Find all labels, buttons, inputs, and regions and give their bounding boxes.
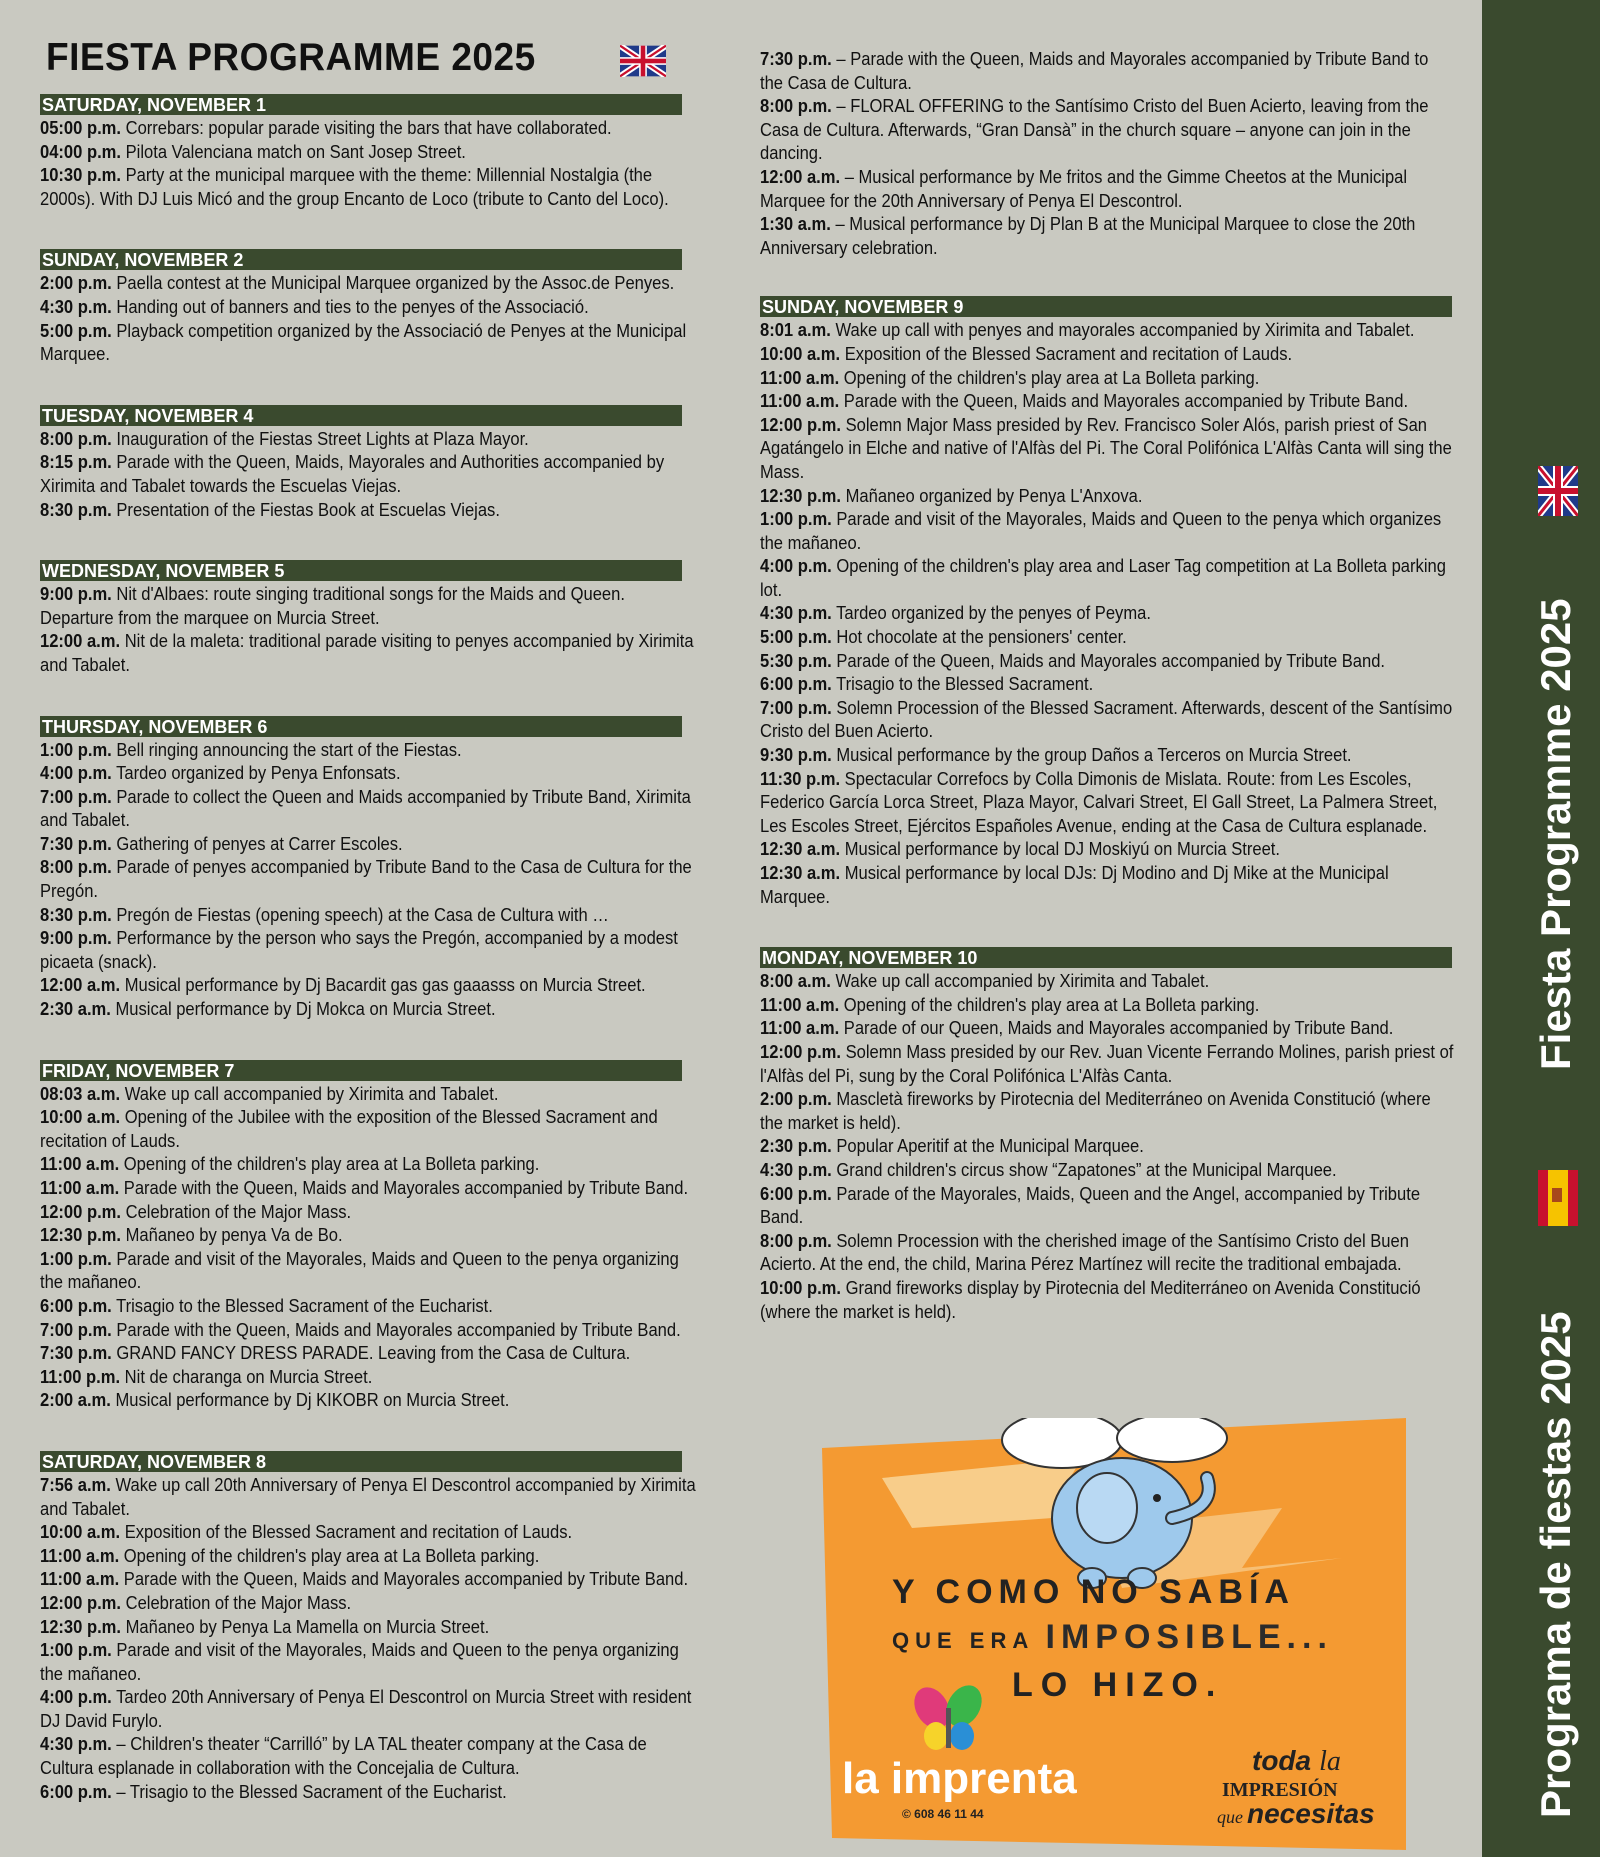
event-time: 8:15 p.m. [40,452,112,473]
event-time: 11:00 a.m. [760,391,840,412]
event-item [760,343,1456,367]
event-time: 8:01 a.m. [760,320,831,341]
event-item [40,1545,696,1569]
event-time: 9:00 p.m. [40,584,112,605]
event-time: 08:03 a.m. [40,1083,121,1104]
event-time: 6:00 p.m. [40,1781,112,1802]
event-time: 10:00 p.m. [760,1277,842,1298]
event-time: 7:30 p.m. [40,1343,112,1364]
event-time: 8:30 p.m. [40,499,112,520]
event-text: Nit de la maleta: traditional parade visiting to penyes accompanied by Xirimita and Tabalet. [40,631,694,675]
event-time: 2:00 a.m. [40,1390,111,1411]
ad-line-2a: QUE ERA [892,1628,1046,1653]
event-time: 5:00 p.m. [40,320,112,341]
event-time: 4:00 p.m. [40,1687,112,1708]
event-text: Party at the municipal marquee with the theme: Millennial Nostalgia (the 2000s). With DJ Luis Micó and the group Encanto de Loco (tribute to Canto del Loco). [40,165,669,209]
event-time: 5:30 p.m. [760,650,832,671]
ad-line-3: LO HIZO. [1012,1666,1224,1704]
event-item [760,744,1456,768]
event-item [40,762,696,786]
event-text: – Musical performance by Me fritos and the Gimme Cheetos at the Municipal Marquee for the 20th Anniversary of Penya El Descontrol. [760,166,1408,211]
event-text: Hot chocolate at the pensioners' center. [831,627,1127,648]
brand-name: la imprenta [842,1754,1077,1803]
day-header: FRIDAY, NOVEMBER 7 [40,1060,682,1081]
event-text: Opening of the children's play area at La Bolleta parking. [119,1545,540,1566]
event-time: 1:00 p.m. [40,1248,112,1269]
event-time: 11:00 a.m. [40,1545,120,1566]
event-item [760,697,1456,744]
day-header: MONDAY, NOVEMBER 10 [760,947,1452,968]
slogan-1: toda [1252,1745,1312,1776]
event-item [40,927,696,974]
event-time: 10:30 p.m. [40,165,122,186]
day-header: SATURDAY, NOVEMBER 8 [40,1451,682,1472]
sidebar-title-english: Fiesta Programme 2025 [1532,598,1579,1070]
event-text: Musical performance by Dj Mokca on Murcia Street. [110,999,496,1020]
event-text: Opening of the children's play area at La Bolleta parking. [119,1154,540,1175]
event-item [40,583,696,630]
event-time: 7:30 p.m. [40,833,112,854]
event-time: 7:30 p.m. [760,49,832,69]
event-time: 11:00 p.m. [40,1366,121,1387]
event-time: 6:00 p.m. [760,1183,832,1204]
event-item [40,1106,696,1153]
day-section [760,296,1460,909]
day-section [760,947,1460,1324]
event-text: Correbars: popular parade visiting the bars that have collaborated. [121,118,612,138]
event-item [40,1592,696,1616]
event-text: Parade of our Queen, Maids and Mayorales accompanied by Tribute Band. [839,1018,1394,1039]
event-item [760,1041,1456,1088]
event-text: – FLORAL OFFERING to the Santísimo Cristo del Buen Acierto, leaving from the Casa de Cultura. Afterwards, “Gran Dansà” in the church square – anyone can join in the dancing. [760,96,1429,164]
page-title: FIESTA PROGRAMME 2025 [46,36,536,79]
event-text: Trisagio to the Blessed Sacrament of the Eucharist. [111,1295,493,1316]
event-time: 12:30 a.m. [760,863,841,883]
event-time: 7:00 p.m. [40,1319,112,1340]
event-time: 11:00 a.m. [760,367,840,388]
uk-flag-icon-sidebar [1538,466,1578,516]
event-item [760,1159,1456,1183]
event-text: Parade and visit of the Mayorales, Maids and Queen to the penya organizing the mañaneo. [40,1248,679,1293]
event-text: Opening of the children's play area at La Bolleta parking. [839,994,1260,1015]
event-text: Solemn Major Mass presided by Rev. Francisco Soler Alós, parish priest of San Agatángelo in Elche and native of l'Alfàs del Pi. The Coral Polifónica L'Alfàs Canta will sing the Mass. [760,414,1452,482]
event-text: Parade with the Queen, Maids and Mayorales accompanied by Tribute Band. [119,1569,689,1590]
event-item [40,1319,696,1343]
slogan-1b: la [1319,1746,1341,1777]
event-text: Solemn Procession with the cherished image of the Santísimo Cristo del Buen Acierto. At the end, the child, Marina Pérez Martínez will recite the traditional embajada. [760,1230,1409,1275]
event-item [40,1474,696,1521]
day-header: WEDNESDAY, NOVEMBER 5 [40,560,682,581]
event-text: Inauguration of the Fiestas Street Lights at Plaza Mayor. [111,428,529,449]
day-header: TUESDAY, NOVEMBER 4 [40,405,682,426]
event-item [40,856,696,903]
event-item [760,768,1456,839]
event-time: 7:00 p.m. [760,697,832,718]
event-item [760,862,1456,909]
event-text: Parade of the Mayorales, Maids, Queen and the Angel, accompanied by Tribute Band. [760,1183,1421,1228]
event-time: 9:00 p.m. [40,928,112,949]
event-item [40,786,696,833]
event-time: 11:00 a.m. [40,1569,120,1590]
day-section [40,405,700,522]
event-time: 12:00 p.m. [40,1201,122,1222]
svg-text:todala [1252,1745,1341,1777]
event-item [760,1277,1456,1324]
event-item [760,95,1456,166]
event-time: 11:00 a.m. [40,1154,120,1175]
event-text: Parade with the Queen, Maids and Mayorales accompanied by Tribute Band. [119,1178,689,1198]
event-text: Opening of the children's play area at La Bolleta parking. [839,367,1260,388]
event-time: 12:30 p.m. [40,1616,122,1637]
event-item [40,1733,696,1780]
event-item [760,626,1456,650]
event-time: 2:30 a.m. [40,999,111,1020]
event-text: Parade and visit of the Mayorales, Maids and Queen to the penya which organizes the mañaneo. [760,509,1442,553]
event-item [760,970,1456,994]
event-time: 1:00 p.m. [40,1640,112,1661]
event-item [760,319,1456,343]
event-item [40,1224,696,1248]
event-text: Paella contest at the Municipal Marquee organized by the Assoc.de Penyes. [111,273,675,294]
event-item [760,414,1456,485]
event-item [760,390,1456,414]
event-item [40,904,696,928]
event-text: – Trisagio to the Blessed Sacrament of the Eucharist. [111,1781,507,1802]
slogan-2: IMPRESIÓN [1222,1779,1338,1801]
event-time: 9:30 p.m. [760,745,832,766]
event-text: Opening of the children's play area and Laser Tag competition at La Bolleta parking lot. [760,556,1446,600]
day-section [40,94,700,211]
slogan-3b: necesitas [1247,1798,1375,1829]
event-item [40,974,696,998]
event-item [40,1686,696,1733]
event-time: 4:30 p.m. [760,603,832,624]
event-text: Wake up call accompanied by Xirimita and Tabalet. [830,971,1210,992]
event-text: Popular Aperitif at the Municipal Marquee. [831,1136,1144,1157]
event-item [760,650,1456,674]
event-time: 4:30 p.m. [40,1734,112,1755]
event-time: 2:00 p.m. [760,1089,832,1110]
event-text: Pregón de Fiestas (opening speech) at the Casa de Cultura with … [111,904,609,925]
event-item [40,499,696,523]
event-time: 11:00 a.m. [760,994,840,1015]
event-item [40,428,696,452]
event-item [760,1183,1456,1230]
event-text: Parade of penyes accompanied by Tribute Band to the Casa de Cultura for the Pregón. [40,857,692,902]
event-text: Parade with the Queen, Maids, Mayorales and Authorities accompanied by Xirimita and Tabalet towards the Escuelas Viejas. [40,452,665,496]
event-text: Mañaneo by Penya La Mamella on Murcia Street. [121,1616,490,1637]
event-text: Tardeo organized by Penya Enfonsats. [111,763,401,784]
day-header: SUNDAY, NOVEMBER 2 [40,249,682,270]
event-time: 12:00 a.m. [40,631,121,652]
event-item [40,739,696,763]
event-item [40,630,696,677]
event-item [40,451,696,498]
ad-line-1: Y COMO NO SABÍA [892,1573,1295,1611]
event-text: – Musical performance by Dj Plan B at the Municipal Marquee to close the 20th Anniversary celebration. [760,214,1416,258]
event-text: Trisagio to the Blessed Sacrament. [831,674,1094,695]
event-item [760,1230,1456,1277]
event-time: 4:30 p.m. [760,1159,832,1180]
event-time: 10:00 a.m. [760,343,841,364]
event-item [40,1366,696,1390]
event-text: Mascletà fireworks by Pirotecnia del Mediterráneo on Avenida Constitució (where the market is held). [760,1089,1431,1133]
event-item [40,320,696,367]
event-text: Tardeo 20th Anniversary of Penya El Descontrol on Murcia Street with resident DJ David Furylo. [40,1687,692,1731]
event-time: 12:00 p.m. [40,1592,122,1613]
event-text: Musical performance by local DJs: Dj Modino and Dj Mike at the Municipal Marquee. [760,863,1389,907]
event-time: 04:00 p.m. [40,141,122,162]
event-text: Celebration of the Major Mass. [121,1592,352,1613]
day-header: THURSDAY, NOVEMBER 6 [40,716,682,737]
spain-flag-icon [1538,1170,1578,1226]
event-item [40,998,696,1022]
event-time: 2:00 p.m. [40,273,112,294]
event-item [40,164,696,211]
event-text: Gathering of penyes at Carrer Escoles. [111,833,403,854]
event-item [40,1616,696,1640]
event-item [40,272,696,296]
event-text: Exposition of the Blessed Sacrament and recitation of Lauds. [840,343,1293,364]
event-text: Performance by the person who says the Pregón, accompanied by a modest picaeta (snack). [40,928,678,972]
event-time: 8:00 p.m. [40,428,112,449]
event-item [40,141,696,165]
event-item [40,117,696,141]
event-time: 2:30 p.m. [760,1136,832,1157]
event-text: Parade with the Queen, Maids and Mayorales accompanied by Tribute Band. [111,1319,681,1340]
event-text: Musical performance by Dj KIKOBR on Murcia Street. [110,1390,510,1411]
event-time: 12:30 p.m. [760,485,842,506]
event-time: 10:00 a.m. [40,1522,121,1543]
event-time: 12:30 p.m. [40,1225,122,1246]
event-text: Musical performance by Dj Bacardit gas gas gaaasss on Murcia Street. [120,975,646,996]
event-time: 8:30 p.m. [40,904,112,925]
event-item [40,1248,696,1295]
event-item [760,508,1456,555]
column-right [760,48,1460,1324]
event-item [760,48,1456,95]
event-time: 5:00 p.m. [760,627,832,648]
event-item [760,485,1456,509]
event-text: Tardeo organized by the penyes of Peyma. [831,603,1151,624]
slogan-3a: que [1217,1807,1243,1827]
event-item [760,673,1456,697]
event-text: – Children's theater “Carrilló” by LA TAL theater company at the Casa de Cultura esplanade in collaboration with the Concejalia de Cultura. [40,1734,647,1779]
event-text: Wake up call with penyes and mayorales accompanied by Xirimita and Tabalet. [830,320,1415,341]
event-time: 4:00 p.m. [40,763,112,784]
event-item [760,1088,1456,1135]
event-time: 12:00 a.m. [760,166,841,187]
event-item [40,1342,696,1366]
event-text: Bell ringing announcing the start of the Fiestas. [111,739,462,760]
event-text: Parade and visit of the Mayorales, Maids and Queen to the penya organizing the mañaneo. [40,1640,679,1684]
event-item [40,1177,696,1201]
event-text: Nit d'Albaes: route singing traditional songs for the Maids and Queen. Departure from the marquee on Murcia Street. [40,584,625,628]
event-time: 4:30 p.m. [40,296,112,317]
imprenta-advertisement [822,1418,1406,1850]
event-item [40,1389,696,1413]
event-text: Parade to collect the Queen and Maids accompanied by Tribute Band, Xirimita and Tabalet. [40,786,691,831]
day-header: SUNDAY, NOVEMBER 9 [760,296,1452,317]
event-time: 8:00 p.m. [760,1230,832,1251]
day-section [40,716,700,1022]
event-time: 11:00 a.m. [40,1178,120,1198]
event-text: Nit de charanga on Murcia Street. [120,1366,373,1387]
event-text: Musical performance by the group Daños a Terceros on Murcia Street. [831,745,1352,766]
event-time: 12:30 a.m. [760,839,841,860]
event-item [760,213,1456,260]
event-item [760,994,1456,1018]
ad-line-2b: IMPOSIBLE... [1045,1618,1333,1656]
event-item [40,1295,696,1319]
event-time: 7:56 a.m. [40,1474,111,1495]
event-text: Opening of the Jubilee with the exposition of the Blessed Sacrament and recitation of Lauds. [40,1107,658,1151]
event-item [40,1639,696,1686]
event-item [760,166,1456,213]
event-item [40,1153,696,1177]
event-time: 6:00 p.m. [40,1295,112,1316]
event-text: Musical performance by local DJ Moskiyú on Murcia Street. [840,839,1281,860]
event-text: Solemn Mass presided by our Rev. Juan Vicente Ferrando Molines, parish priest of l'Alfàs del Pi, sung by the Coral Polifónica L'Alfàs Canta. [760,1041,1454,1086]
event-item [760,555,1456,602]
event-time: 7:00 p.m. [40,786,112,807]
event-text: Grand children's circus show “Zapatones” at the Municipal Marquee. [831,1159,1337,1180]
event-item [760,367,1456,391]
event-time: 10:00 a.m. [40,1107,121,1128]
event-text: Exposition of the Blessed Sacrament and recitation of Lauds. [120,1522,573,1543]
event-text: Mañaneo by penya Va de Bo. [121,1225,343,1246]
event-time: 6:00 p.m. [760,674,832,695]
event-item [40,1781,696,1805]
event-time: 8:00 p.m. [760,96,832,117]
event-time: 11:00 a.m. [760,1018,840,1039]
event-text: Pilota Valenciana match on Sant Josep Street. [121,141,466,162]
event-item [40,1568,696,1592]
uk-flag-icon [620,45,666,77]
event-item [760,602,1456,626]
sidebar-band [1482,0,1600,1857]
event-text: Wake up call accompanied by Xirimita and Tabalet. [120,1083,499,1104]
event-text: – Parade with the Queen, Maids and Mayorales accompanied by Tribute Band to the Casa de Cultura. [760,49,1429,93]
event-item [760,838,1456,862]
event-time: 12:00 p.m. [760,1041,842,1062]
event-text: Parade of the Queen, Maids and Mayorales accompanied by Tribute Band. [831,650,1386,671]
event-item [40,833,696,857]
event-text: Spectacular Correfocs by Colla Dimonis de Mislata. Route: from Les Escoles, Federico García Lorca Street, Plaza Mayor, Calvari Street, El Gall Street, La Palmera Street, Les Escoles Street, Ejércitos Españoles Avenue, ending at the Casa de Cultura esplanade. [760,768,1438,836]
day-section [40,1060,700,1413]
event-time: 1:30 a.m. [760,214,831,235]
day-section [40,249,700,366]
event-item [40,1201,696,1225]
day-header: SATURDAY, NOVEMBER 1 [40,94,682,115]
brand-phone: © 608 46 11 44 [902,1807,984,1821]
event-text: Parade with the Queen, Maids and Mayorales accompanied by Tribute Band. [839,391,1409,412]
event-item [40,1083,696,1107]
event-time: 4:00 p.m. [760,556,832,577]
event-text: Solemn Procession of the Blessed Sacrament. Afterwards, descent of the Santísimo Cristo del Buen Acierto. [760,697,1453,742]
event-time: 05:00 p.m. [40,118,122,138]
event-text: Presentation of the Fiestas Book at Escuelas Viejas. [111,499,500,520]
event-time: 8:00 a.m. [760,971,831,992]
event-time: 1:00 p.m. [760,509,832,530]
event-item [760,1017,1456,1041]
event-time: 12:00 p.m. [760,414,842,435]
event-time: 11:30 p.m. [760,768,841,789]
column-left [40,94,700,1804]
event-item [760,1135,1456,1159]
event-text: Playback competition organized by the Associació de Penyes at the Municipal Marquee. [40,320,687,365]
event-time: 8:00 p.m. [40,857,112,878]
event-text: Celebration of the Major Mass. [121,1201,352,1222]
event-item [40,296,696,320]
day-section [40,560,700,677]
event-text: Grand fireworks display by Pirotecnia del Mediterráneo on Avenida Constitució (where the market is held). [760,1277,1421,1322]
event-time: 1:00 p.m. [40,739,112,760]
event-time: 12:00 a.m. [40,975,121,996]
day-section [40,1451,700,1804]
event-text: Wake up call 20th Anniversary of Penya El Descontrol accompanied by Xirimita and Tabalet. [40,1474,696,1519]
sidebar-title-spanish: Programa de fiestas 2025 [1532,1311,1579,1818]
event-text: GRAND FANCY DRESS PARADE. Leaving from the Casa de Cultura. [111,1343,631,1364]
event-text: Handing out of banners and ties to the penyes of the Associació. [111,296,589,317]
event-text: Mañaneo organized by Penya L'Anxova. [841,485,1143,506]
event-item [40,1521,696,1545]
